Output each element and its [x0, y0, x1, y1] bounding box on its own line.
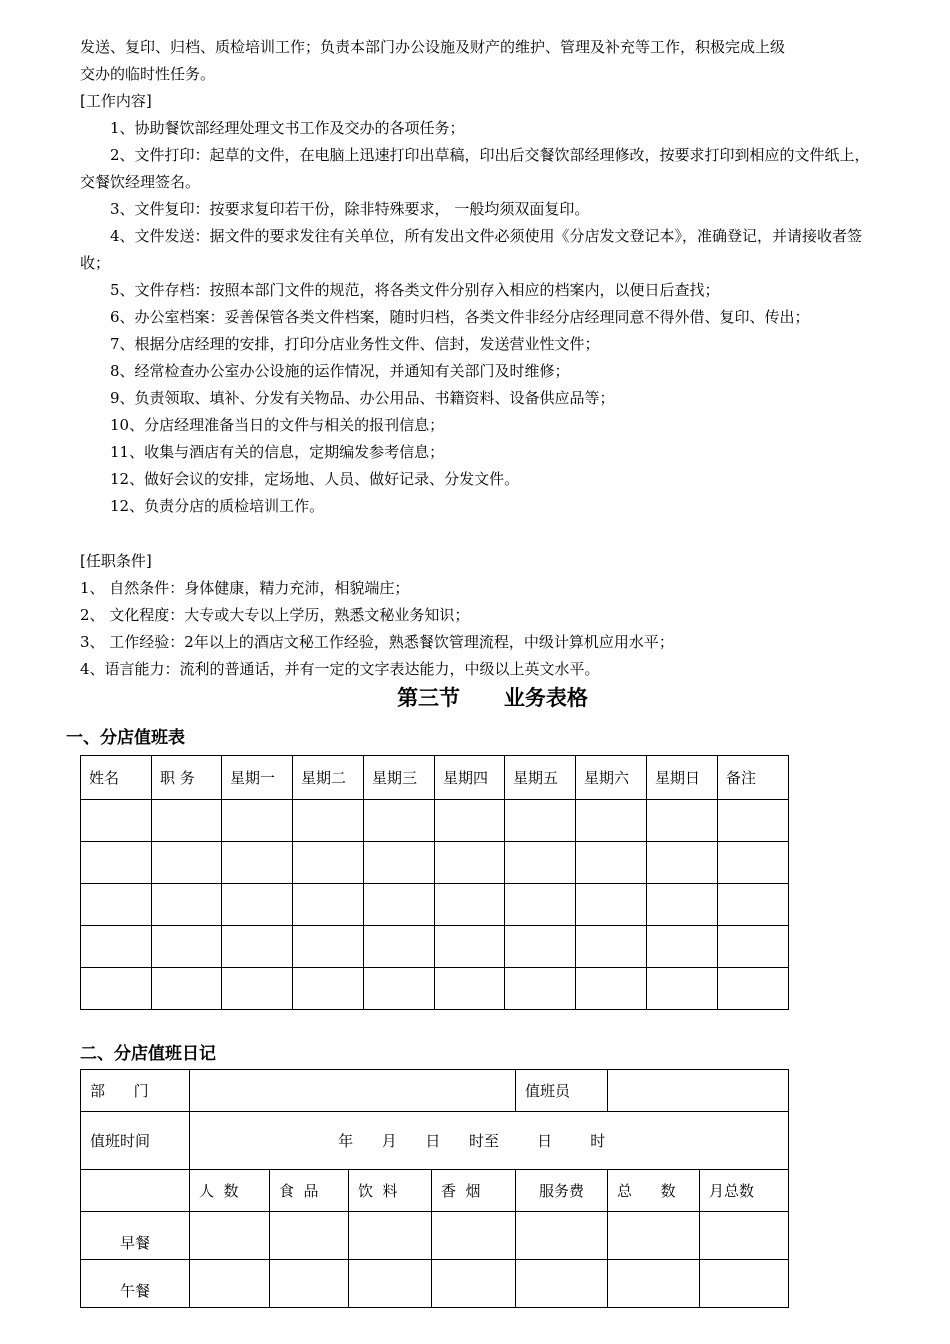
table-cell[interactable]	[576, 842, 647, 884]
table-cell[interactable]	[222, 884, 293, 926]
table-cell[interactable]	[152, 800, 222, 842]
table-cell[interactable]	[81, 842, 152, 884]
work-item-9: 9、负责领取、填补、分发有关物品、办公用品、书籍资料、设备供应品等；	[110, 389, 615, 407]
requirements-heading: [任职条件]	[80, 552, 152, 570]
table-cell[interactable]	[293, 968, 364, 1010]
duty-roster-table	[80, 755, 789, 1010]
table-cell[interactable]	[364, 842, 435, 884]
table-cell[interactable]	[576, 884, 647, 926]
work-item-4: 4、文件发送：据文件的要求发往有关单位，所有发出文件必须使用《分店发文登记本》，准确登记，并请接收者签收；	[80, 227, 863, 272]
log-row-duty-time	[81, 1112, 789, 1170]
duty-col-friday: 星期五	[505, 756, 576, 800]
table-cell[interactable]	[608, 1260, 700, 1308]
table-cell[interactable]	[293, 926, 364, 968]
log-col-headcount: 人 数	[190, 1170, 270, 1212]
table-cell[interactable]	[435, 884, 505, 926]
work-item-5: 5、文件存档：按照本部门文件的规范，将各类文件分别存入相应的档案内，以便日后查找；	[110, 281, 720, 299]
table-cell[interactable]	[152, 842, 222, 884]
log-col-beverage: 饮 料	[349, 1170, 432, 1212]
duty-col-monday: 星期一	[222, 756, 293, 800]
duty-table-heading: 一、分店值班表	[66, 728, 185, 748]
work-item-11: 11、收集与酒店有关的信息，定期编发参考信息；	[110, 443, 445, 461]
table-cell[interactable]	[718, 800, 789, 842]
log-col-service-fee: 服务费	[516, 1170, 608, 1212]
table-cell[interactable]	[647, 968, 718, 1010]
log-col-total: 总 数	[608, 1170, 700, 1212]
table-cell[interactable]	[364, 800, 435, 842]
table-cell[interactable]	[190, 1260, 270, 1308]
table-row	[81, 800, 789, 842]
requirement-item-1: 1、 自然条件：身体健康，精力充沛，相貌端庄；	[80, 579, 410, 597]
table-cell[interactable]	[505, 968, 576, 1010]
requirement-item-4: 4、语言能力：流利的普通话，并有一定的文字表达能力，中级以上英文水平。	[80, 660, 600, 678]
table-cell[interactable]	[222, 926, 293, 968]
requirement-item-2: 2、 文化程度：大专或大专以上学历，熟悉文秘业务知识；	[80, 606, 470, 624]
table-cell[interactable]	[81, 968, 152, 1010]
duty-time-field[interactable]	[190, 1112, 789, 1170]
table-cell[interactable]	[505, 842, 576, 884]
work-item-3: 3、文件复印：按要求复印若干份，除非特殊要求， 一般均须双面复印。	[110, 200, 590, 218]
work-item-12: 12、做好会议的安排，定场地、人员、做好记录、分发文件。	[110, 470, 520, 488]
table-row	[81, 1260, 789, 1308]
table-cell[interactable]	[190, 1212, 270, 1260]
section-title: 第三节 业务表格	[397, 686, 588, 710]
work-item-8: 8、经常检查办公室办公设施的运作情况，并通知有关部门及时维修；	[110, 362, 570, 380]
duty-officer-field[interactable]	[608, 1070, 789, 1112]
duty-time-label: 值班时间	[81, 1112, 190, 1170]
table-cell[interactable]	[700, 1260, 789, 1308]
intro-paragraph	[80, 34, 880, 88]
work-content-section	[80, 88, 880, 520]
table-cell[interactable]	[647, 884, 718, 926]
department-field[interactable]	[190, 1070, 516, 1112]
table-cell[interactable]	[222, 800, 293, 842]
work-item-1: 1、协助餐饮部经理处理文书工作及交办的各项任务；	[110, 119, 465, 137]
table-row	[81, 842, 789, 884]
duty-log-table	[80, 1069, 789, 1308]
table-cell[interactable]	[647, 800, 718, 842]
table-cell[interactable]	[718, 884, 789, 926]
table-cell[interactable]	[516, 1260, 608, 1308]
table-cell[interactable]	[700, 1212, 789, 1260]
requirement-item-3: 3、 工作经验：2年以上的酒店文秘工作经验，熟悉餐饮管理流程，中级计算机应用水平；	[80, 633, 674, 651]
table-cell[interactable]	[349, 1260, 432, 1308]
work-item-6: 6、办公室档案：妥善保管各类文件档案，随时归档，各类文件非经分店经理同意不得外借、复印、传出；	[110, 308, 810, 326]
row-label-lunch: 午餐	[81, 1260, 190, 1308]
table-cell[interactable]	[364, 968, 435, 1010]
table-cell[interactable]	[364, 926, 435, 968]
table-cell[interactable]	[81, 884, 152, 926]
duty-col-saturday: 星期六	[576, 756, 647, 800]
requirements-section	[80, 548, 880, 683]
table-cell[interactable]	[432, 1260, 516, 1308]
log-col-food: 食 品	[270, 1170, 349, 1212]
table-cell[interactable]	[432, 1212, 516, 1260]
table-cell[interactable]	[222, 842, 293, 884]
table-cell[interactable]	[718, 968, 789, 1010]
table-cell[interactable]	[576, 800, 647, 842]
table-cell[interactable]	[576, 968, 647, 1010]
table-row	[81, 884, 789, 926]
table-cell	[81, 1170, 190, 1212]
table-cell[interactable]	[81, 926, 152, 968]
table-cell[interactable]	[152, 926, 222, 968]
duty-col-name: 姓名	[81, 756, 152, 800]
duty-col-sunday: 星期日	[647, 756, 718, 800]
table-cell[interactable]	[576, 926, 647, 968]
duty-officer-label: 值班员	[516, 1070, 608, 1112]
table-cell[interactable]	[270, 1260, 349, 1308]
duty-col-position: 职 务	[152, 756, 222, 800]
log-table-heading: 二、分店值班日记	[80, 1044, 216, 1064]
table-cell[interactable]	[364, 884, 435, 926]
duty-col-wednesday: 星期三	[364, 756, 435, 800]
duty-col-thursday: 星期四	[435, 756, 505, 800]
work-item-2: 2、文件打印：起草的文件，在电脑上迅速打印出草稿，印出后交餐饮部经理修改，按要求打印到相应的文件纸上，交餐饮经理签名。	[80, 146, 870, 191]
table-cell[interactable]	[435, 842, 505, 884]
table-row	[81, 1212, 789, 1260]
table-cell[interactable]	[435, 800, 505, 842]
duty-col-tuesday: 星期二	[293, 756, 364, 800]
duty-header-row	[81, 756, 789, 800]
table-cell[interactable]	[516, 1212, 608, 1260]
log-row-department	[81, 1070, 789, 1112]
table-cell[interactable]	[435, 968, 505, 1010]
table-cell[interactable]	[152, 968, 222, 1010]
log-header-row	[81, 1170, 789, 1212]
table-cell[interactable]	[435, 926, 505, 968]
work-item-7: 7、根据分店经理的安排，打印分店业务性文件、信封，发送营业性文件；	[110, 335, 600, 353]
table-cell[interactable]	[152, 884, 222, 926]
table-cell[interactable]	[293, 800, 364, 842]
department-label: 部 门	[81, 1070, 190, 1112]
duty-col-remarks: 备注	[718, 756, 789, 800]
table-cell[interactable]	[270, 1212, 349, 1260]
table-cell[interactable]	[349, 1212, 432, 1260]
table-cell[interactable]	[608, 1212, 700, 1260]
table-cell[interactable]	[293, 884, 364, 926]
table-cell[interactable]	[222, 968, 293, 1010]
table-cell[interactable]	[505, 926, 576, 968]
intro-line-1: 发送、复印、归档、质检培训工作；负责本部门办公设施及财产的维护、管理及补充等工作，积极完成上级	[80, 38, 786, 56]
table-row	[81, 968, 789, 1010]
log-col-monthly-total: 月总数	[700, 1170, 789, 1212]
log-col-tobacco: 香 烟	[432, 1170, 516, 1212]
table-cell[interactable]	[647, 926, 718, 968]
work-item-13: 12、负责分店的质检培训工作。	[110, 497, 325, 515]
table-cell[interactable]	[718, 926, 789, 968]
row-label-breakfast: 早餐	[81, 1212, 190, 1260]
table-cell[interactable]	[505, 800, 576, 842]
table-cell[interactable]	[718, 842, 789, 884]
table-cell[interactable]	[647, 842, 718, 884]
table-cell[interactable]	[293, 842, 364, 884]
duty-time-value: 年 月 日 时至 日 时	[338, 1132, 606, 1150]
work-content-heading: [工作内容]	[80, 92, 152, 110]
table-row	[81, 926, 789, 968]
table-cell[interactable]	[81, 800, 152, 842]
work-item-10: 10、分店经理准备当日的文件与相关的报刊信息；	[110, 416, 445, 434]
table-cell[interactable]	[505, 884, 576, 926]
intro-line-2: 交办的临时性任务。	[80, 65, 216, 83]
